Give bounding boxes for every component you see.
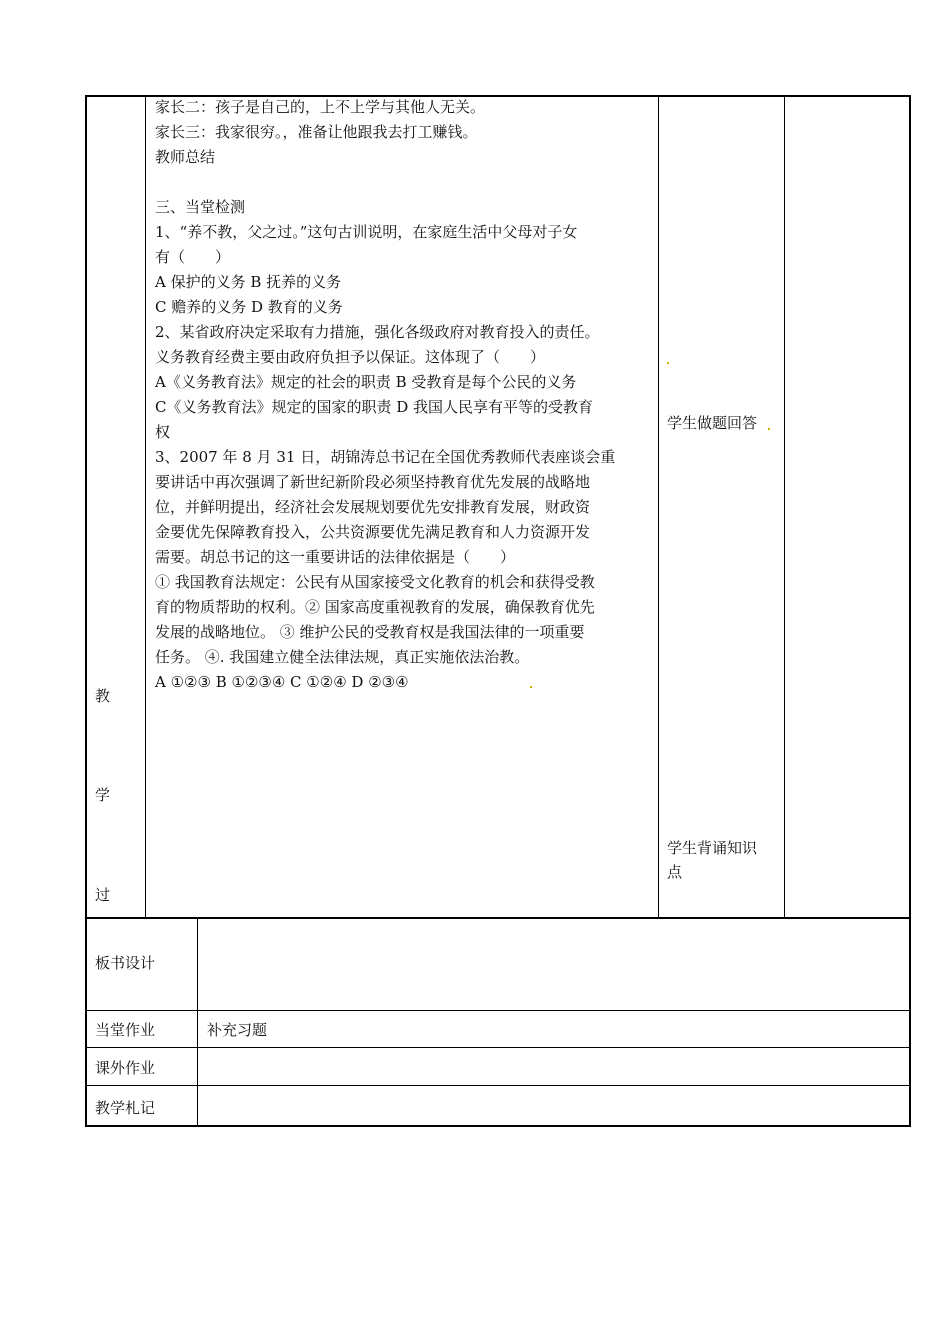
- content-line: 2、某省政府决定采取有力措施，强化各级政府对教育投入的责任。: [155, 323, 600, 341]
- process-label-char-3: 过: [95, 886, 111, 904]
- content-line: 发展的战略地位。 ③ 维护公民的受教育权是我国法律的一项重要: [155, 623, 585, 641]
- content-line: 3、2007 年 8 月 31 日，胡锦涛总书记在全国优秀教师代表座谈会重: [155, 448, 616, 466]
- table-left-border: [85, 95, 87, 1127]
- content-line: A《义务教育法》规定的社会的职责 B 受教育是每个公民的义务: [155, 373, 577, 391]
- col-divider-3: [784, 95, 785, 918]
- col-divider-2: [658, 95, 659, 918]
- process-label-char-2: 学: [95, 786, 111, 804]
- content-line: A 保护的义务 B 抚养的义务: [155, 273, 342, 291]
- content-line: 教师总结: [155, 148, 216, 166]
- row-divider-2: [85, 1047, 911, 1048]
- content-line: 位，并鲜明提出，经济社会发展规划要优先安排教育发展，财政资: [155, 498, 591, 516]
- student-activity-recite-line2: 点: [667, 863, 683, 881]
- homework-label: 课外作业: [95, 1059, 156, 1077]
- content-line: 需要。胡总书记的这一重要讲话的法律依据是（ ）: [155, 548, 516, 566]
- table-bottom-border: [85, 1125, 911, 1127]
- stray-mark: [768, 428, 770, 430]
- table-right-border: [909, 95, 911, 1127]
- content-line: 义务教育经费主要由政府负担予以保证。这体现了（ ）: [155, 348, 546, 366]
- content-line: A ①②③ B ①②③④ C ①②④ D ②③④: [155, 673, 409, 691]
- lower-col-divider: [197, 918, 198, 1126]
- content-line: 家长三：我家很穷。，准备让他跟我去打工赚钱。: [155, 123, 478, 141]
- student-activity-recite-line1: 学生背诵知识: [667, 839, 758, 857]
- classwork-content: 补充习题: [207, 1021, 268, 1039]
- content-line: 任务。 ④. 我国建立健全法律法规，真正实施依法治教。: [155, 648, 530, 666]
- content-line: C 赡养的义务 D 教育的义务: [155, 298, 343, 316]
- stray-mark: [667, 362, 669, 364]
- upper-section-bottom: [85, 917, 911, 919]
- content-line: 家长二：孩子是自己的，上不上学与其他人无关。: [155, 98, 486, 116]
- student-activity-answer: 学生做题回答: [667, 414, 758, 432]
- classwork-label: 当堂作业: [95, 1021, 156, 1039]
- board-design-label: 板书设计: [95, 954, 156, 972]
- content-line: 育的物质帮助的权利。② 国家高度重视教育的发展，确保教育优先: [155, 598, 595, 616]
- teaching-notes-label: 教学札记: [95, 1099, 156, 1117]
- content-line: 金要优先保障教育投入，公共资源要优先满足教育和人力资源开发: [155, 523, 591, 541]
- row-divider-1: [85, 1010, 911, 1011]
- content-line: 要讲话中再次强调了新世纪新阶段必须坚持教育优先发展的战略地: [155, 473, 591, 491]
- content-line: ① 我国教育法规定：公民有从国家接受文化教育的机会和获得受教: [155, 573, 595, 591]
- content-line: 权: [155, 423, 171, 441]
- col-divider-1: [145, 95, 146, 918]
- content-line: C《义务教育法》规定的国家的职责 D 我国人民享有平等的受教育: [155, 398, 594, 416]
- process-label-char-1: 教: [95, 687, 111, 705]
- row-divider-3: [85, 1085, 911, 1086]
- content-line: 三、当堂检测: [155, 198, 246, 216]
- content-line: 1、“养不教，父之过。”这句古训说明，在家庭生活中父母对子女: [155, 223, 578, 241]
- content-line: 有（ ）: [155, 248, 231, 266]
- stray-mark: [530, 686, 532, 688]
